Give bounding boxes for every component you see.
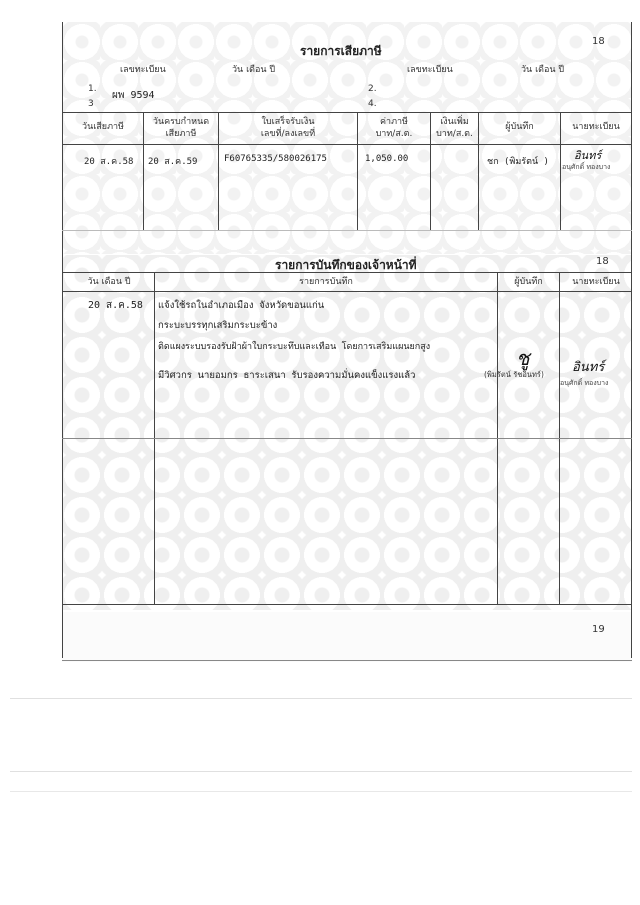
page-number-bottom: 19: [592, 624, 605, 635]
scan-artifact-line: [10, 791, 632, 792]
entry-line-2: กระบะบรรทุกเสริมกระบะข้าง: [158, 320, 278, 331]
tax-col-divider: [218, 112, 219, 230]
entry-registrar-signature: อินทร์: [572, 360, 605, 375]
entry-date-value: 20 ส.ค.58: [88, 300, 143, 311]
tax-col-divider: [357, 112, 358, 230]
recorder-signature: ชู: [516, 346, 530, 370]
tax-date-value: 20 ส.ค.58: [84, 157, 134, 167]
tax-col-divider: [478, 112, 479, 230]
recorder-value: ชก (พิมรัตน์ ): [487, 157, 549, 167]
row-number-3: 3: [88, 99, 94, 109]
tax-col-divider: [560, 112, 561, 230]
header-entry-registrar: นายทะเบียน: [572, 277, 620, 287]
tax-col-divider: [143, 112, 144, 230]
row-number-4: 4.: [368, 99, 377, 109]
entry-line-1: แจ้งใช้รถในอำเภอเมือง จังหวัดขอนแก่น: [158, 300, 325, 311]
tax-table-top-line: [62, 112, 632, 113]
tax-col-divider: [430, 112, 431, 230]
header-tax-amount: ค่าภาษี บาท/ส.ต.: [375, 117, 413, 139]
header-recorder: ผู้บันทึก: [505, 122, 534, 132]
officer-table-mid-line: [62, 438, 632, 439]
officer-table-header-line: [62, 291, 632, 292]
row-number-1: 1.: [88, 84, 97, 94]
scan-artifact-line: [10, 771, 632, 772]
header-entry-recorder: ผู้บันทึก: [514, 277, 543, 287]
header-receipt: ใบเสร็จรับเงิน เลขที่/ลงเลขที่: [260, 117, 316, 139]
page-right-edge: [631, 22, 632, 658]
entry-line-4: มีวิศวกร นายอมกร ธาระเสนา รับรองความมั่นคงแข็งแรงแล้ว: [158, 370, 416, 381]
date-label-2: วัน เดือน ปี: [521, 65, 565, 75]
receipt-value: F60765335/580026175: [224, 154, 327, 164]
officer-table-top-line: [62, 272, 632, 273]
tax-section-title: รายการเสียภาษี: [300, 44, 382, 58]
page-number-top: 18: [592, 36, 605, 47]
registrar-stamp: อนุศักดิ์ ทองบาง: [562, 163, 611, 171]
next-page-bottom-line: [62, 660, 632, 661]
header-surcharge: เงินเพิ่ม บาท/ส.ต.: [436, 117, 473, 139]
recorder-name: (พิมรัตน์ รัชอินทร์): [484, 370, 544, 379]
officer-section-title: รายการบันทึกของเจ้าหน้าที่: [275, 258, 417, 272]
registrar-signature: อินทร์: [574, 149, 602, 162]
page-left-edge: [62, 22, 63, 658]
header-entry: รายการบันทึก: [299, 277, 353, 287]
header-entry-date: วัน เดือน ปี: [87, 277, 131, 287]
header-registrar: นายทะเบียน: [572, 122, 620, 132]
scan-artifact-line: [10, 698, 632, 699]
officer-section-background: [62, 255, 632, 610]
row-number-2: 2.: [368, 84, 377, 94]
license-plate: ผพ 9594: [112, 90, 155, 101]
reg-no-label-1: เลขทะเบียน: [120, 65, 166, 75]
entry-line-3: ติดแผงระบบรองรับฝ้าผ้าใบกระบะทึบและเทือน โดยการเสริมแผนยกสูง: [158, 342, 431, 352]
due-date-value: 20 ส.ค.59: [148, 157, 198, 167]
page-number-middle: 18: [596, 256, 609, 267]
reg-no-label-2: เลขทะเบียน: [407, 65, 453, 75]
date-label-1: วัน เดือน ปี: [232, 65, 276, 75]
tax-amount-value: 1,050.00: [365, 154, 409, 164]
next-page-strip: [62, 612, 632, 662]
header-tax-date: วันเสียภาษี: [82, 122, 124, 132]
tax-table-bottom-line: [62, 230, 632, 231]
officer-table-bottom-line: [62, 604, 632, 605]
entry-registrar-stamp: อนุศักดิ์ ทองบาง: [560, 379, 609, 387]
header-due-date: วันครบกำหนด เสียภาษี: [152, 117, 210, 139]
tax-table-header-line: [62, 144, 632, 145]
